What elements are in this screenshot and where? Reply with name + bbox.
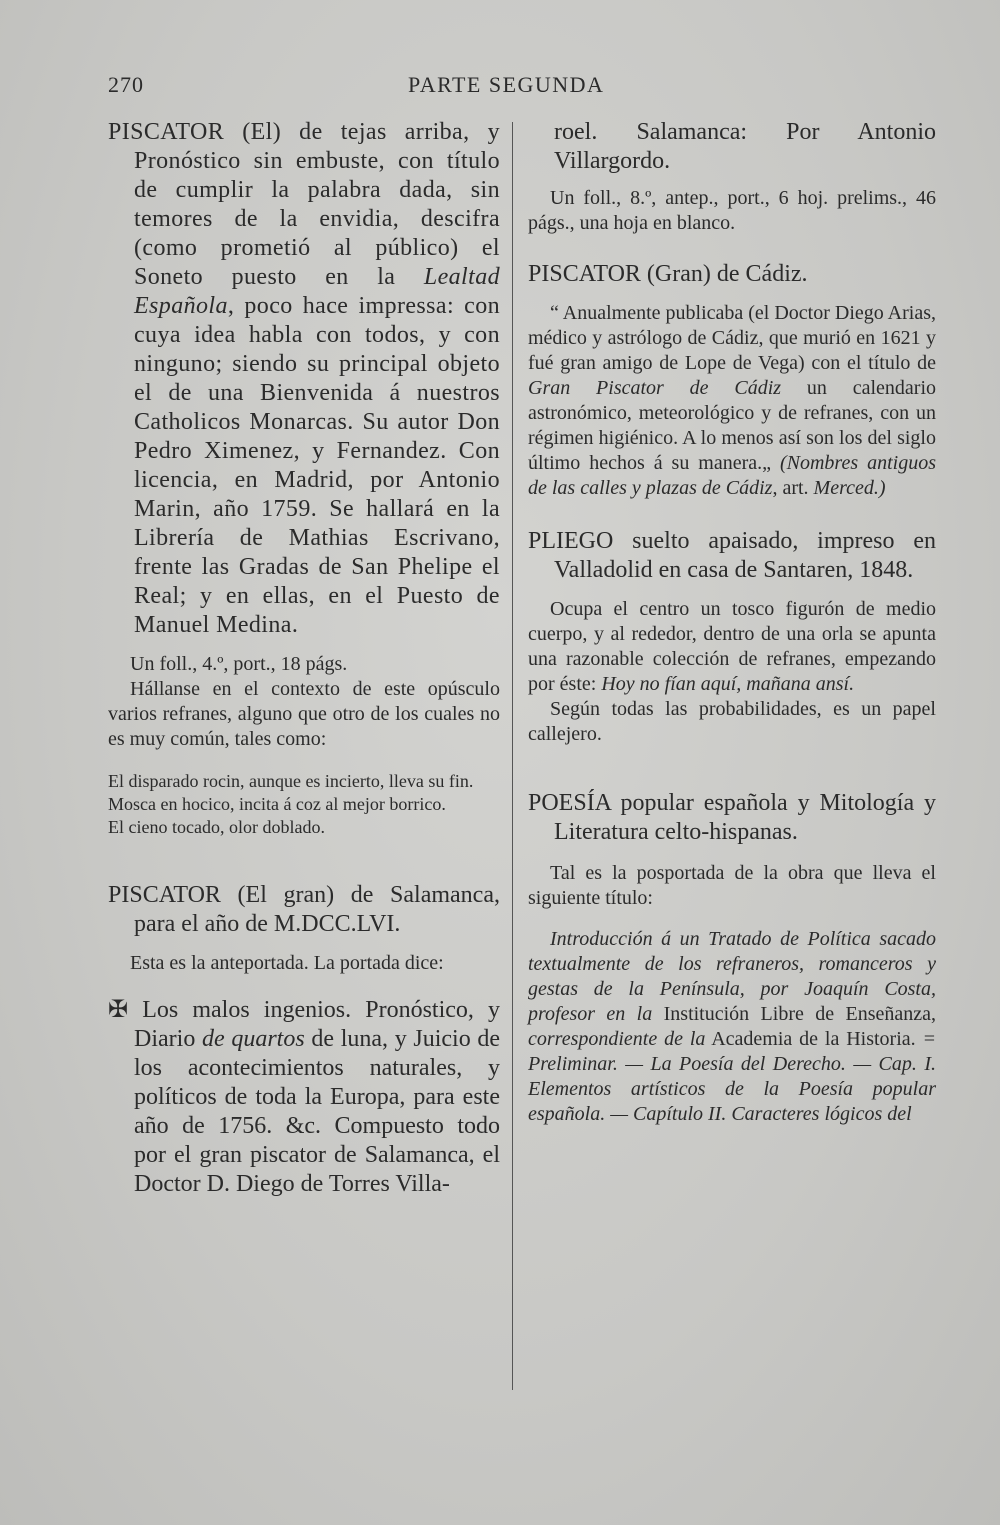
entry-title-text (108, 996, 500, 1199)
entry-text (528, 597, 936, 697)
entry-italic: de quartos (202, 1026, 305, 1052)
entry-title-text (528, 927, 936, 1127)
proverb: El disparado rocin, aunque es incierto, lleva su fin. (108, 771, 474, 791)
entry-note: Hállanse en el contexto de este opúsculo varios refranes, alguno que otro de los cuales no es muy común, tales como: (108, 678, 500, 750)
entry-text: , art. (772, 477, 809, 499)
entry-italic: Lealtad Española (134, 264, 500, 319)
entry-text: “ Anualmente publicaba (el Doctor Diego Arias, médico y astrólogo de Cádiz, que murió en 1621 y fué gran amigo de Lope de Vega) con el título de (528, 302, 936, 374)
entry-continuation: roel. Salamanca: Por Antonio Villargordo. (554, 119, 936, 174)
entry-heading-cadiz: PISCATOR (Gran) de Cádiz. (528, 261, 808, 287)
left-column (108, 118, 500, 1199)
entry-italic: Gran Piscator de Cádiz (528, 377, 782, 399)
entry-text: , poco hace impressa: con cuya idea habla con todos, y con ninguno; siendo su principal objeto el de una Bienvenida á nuestros Catholicos Monarcas. Su autor Don Pedro Ximenez, y Fernandez. Con licencia, en Madrid, por Antonio Marin, año 1759. Se hallará en la Librería de Mathias Escrivano, frente las Gradas de San Phelipe el Real; y en ellas, en el Puesto de Manuel Medina. (134, 293, 500, 638)
entry-quote (528, 301, 936, 501)
proverb: Mosca en hocico, incita á coz al mejor borrico. (108, 794, 446, 814)
entry-heading-pliego: PLIEGO suelto apaisado, impreso en Valladolid en casa de Santaren, 1848. (528, 528, 936, 583)
entry-text: Los malos ingenios. Pronóstico, y Diario (134, 997, 501, 1052)
entry-text: Academia de la Historia. (711, 1028, 916, 1050)
entry-italic: correspondiente de la (528, 1028, 706, 1050)
entry-text: Según todas las probabilidades, es un papel callejero. (528, 698, 936, 745)
entry-italic: Merced.) (813, 477, 886, 499)
entry-text: Ocupa el centro un tosco figurón de medio cuerpo, y al rededor, dentro de una orla se apunta una razonable colección de refranes, empezando por éste: (528, 598, 936, 695)
right-column (528, 118, 936, 1127)
running-head: PARTE SEGUNDA (408, 72, 605, 97)
column-divider (512, 122, 513, 1390)
page-header (108, 72, 938, 104)
entry-note: Esta es la anteportada. La portada dice: (130, 952, 444, 974)
entry-text: un calendario astronómico, meteorológico y de refranes, con un régimen higiénico. A lo menos así son los del siglo último hechos á su manera.„ (528, 377, 937, 474)
proverb-list (108, 770, 500, 839)
entry-text: de luna, y Juicio de los acontecimientos naturales, y políticos de toda la Europa, para este año de 1756. &c. Compuesto todo por el gran piscator de Salamanca, el Doctor D. Diego de Torres Villa- (134, 1026, 501, 1197)
entry-italic: Hoy no fían aquí, mañana ansí. (601, 673, 855, 695)
entry-heading-poesia: POESÍA popular española y Mitología y Literatura celto-hispanas. (528, 790, 936, 845)
entry-italic: Introducción á un Tratado de Política sacado textualmente de los refraneros, romanceros y gestas de la Península, por Joaquín Costa, profesor en la (528, 928, 936, 1025)
proverb: El cieno tocado, olor doblado. (108, 817, 325, 837)
entry-heading: PISCATOR (El) de tejas arriba, (108, 119, 470, 145)
entry-text: Institución Libre de Enseñanza, (663, 1003, 937, 1025)
page-number: 270 (108, 72, 144, 97)
entry-italic: = Preliminar. — La Poesía del Derecho. — Cap. I. Elementos artísticos de la Poesía popular española. — Capítulo II. Caracteres lógicos del (528, 1028, 937, 1125)
cross-symbol: ✠ (108, 997, 129, 1023)
entry-text: Tal es la posportada de la obra que lleva el siguiente título: (528, 862, 936, 909)
entry-italic: (Nombres antiguos de las calles y plazas de Cádiz (528, 452, 936, 499)
entry-heading-salamanca: PISCATOR (El gran) de Salamanca, para el año de M.DCC.LVI. (108, 882, 500, 937)
entry-piscator-tejas (108, 118, 500, 640)
entry-description: Un foll., 4.º, port., 18 págs. (130, 653, 348, 675)
entry-description: Un foll., 8.º, antep., port., 6 hoj. prelims., 46 págs., una hoja en blanco. (528, 187, 936, 234)
entry-text: y Pronóstico sin embuste, con título de cumplir la palabra dada, sin temores de la envidia, descifra (como prometió al público) el Soneto puesto en la (134, 119, 500, 290)
